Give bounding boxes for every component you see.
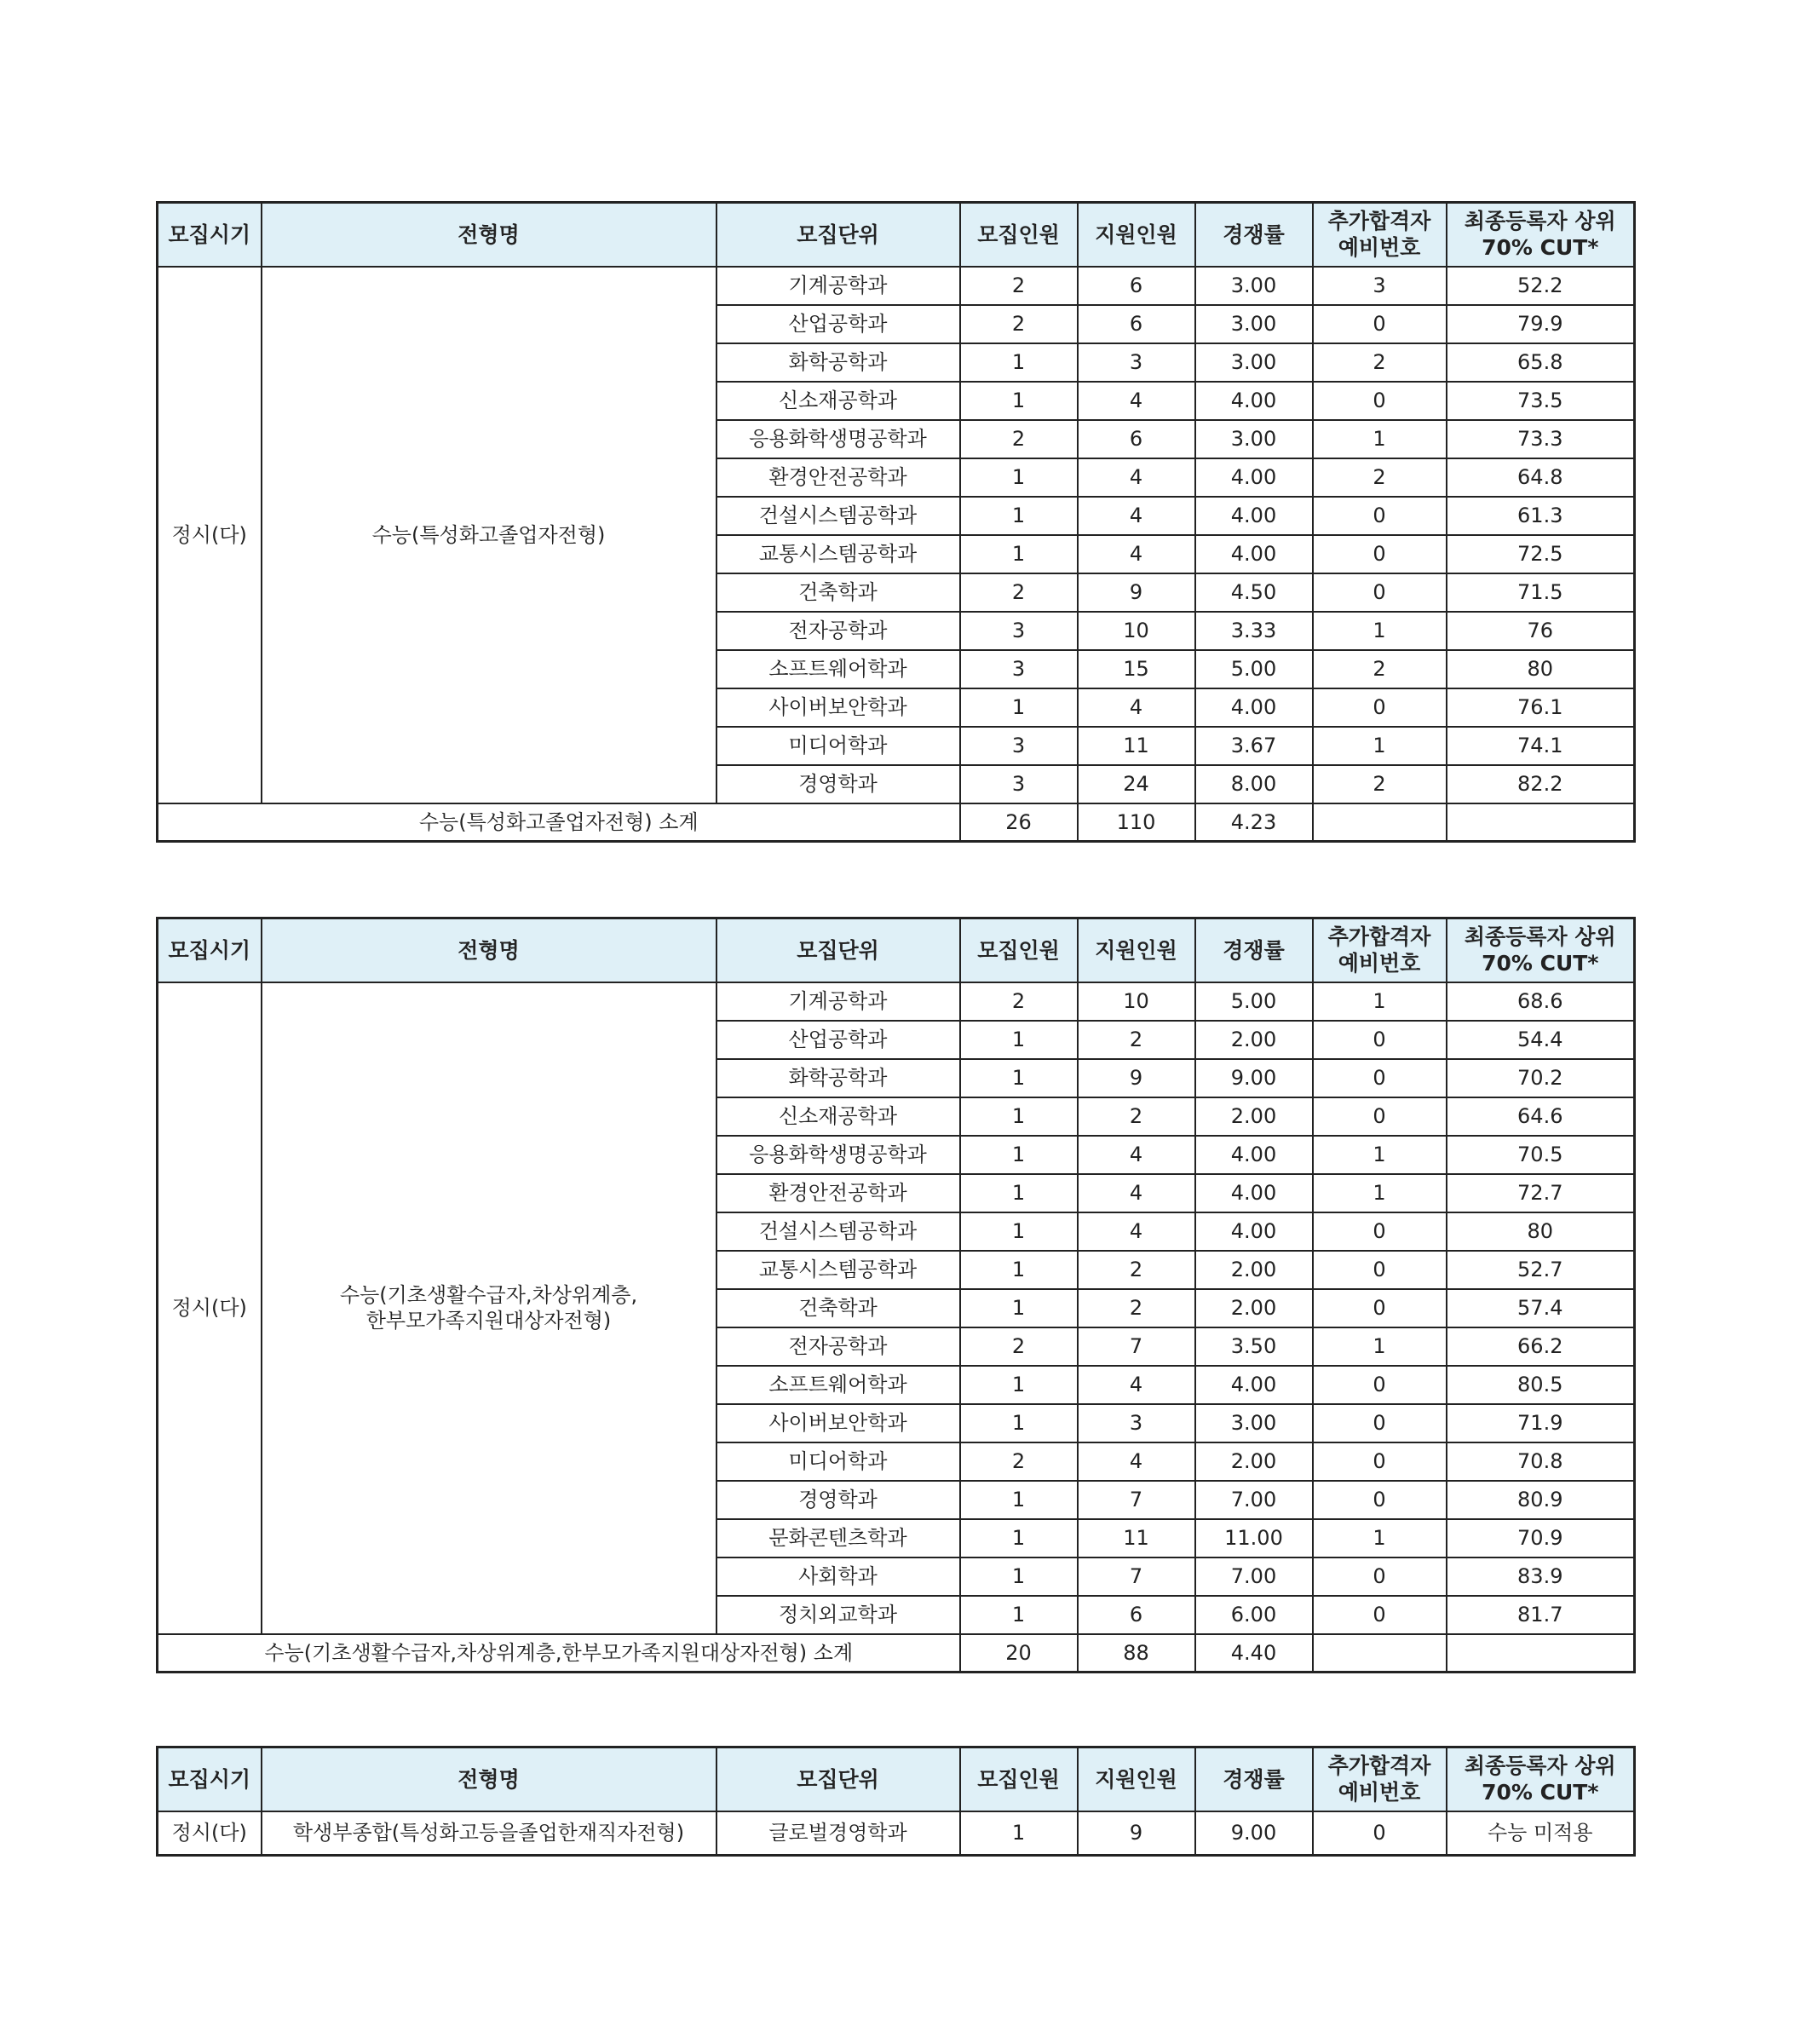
- applicants-cell: 3: [1078, 1404, 1195, 1442]
- unit-cell: 건설시스템공학과: [716, 1212, 960, 1251]
- applicants-cell: 6: [1078, 420, 1195, 458]
- quota-cell: 1: [960, 688, 1078, 727]
- cut-cell: 80: [1447, 1212, 1635, 1251]
- header-period: 모집시기: [158, 203, 262, 267]
- waitlist-cell: 0: [1313, 1442, 1447, 1481]
- header-waitlist-line2: 예비번호: [1338, 951, 1421, 976]
- subtotal-ratio: 4.40: [1195, 1634, 1313, 1673]
- header-unit: 모집단위: [716, 1747, 960, 1811]
- header-quota: 모집인원: [960, 203, 1078, 267]
- unit-cell: 화학공학과: [716, 343, 960, 382]
- subtotal-quota: 20: [960, 1634, 1078, 1673]
- ratio-cell: 4.50: [1195, 573, 1313, 612]
- quota-cell: 1: [960, 1289, 1078, 1327]
- unit-cell: 정치외교학과: [716, 1596, 960, 1634]
- subtotal-cut: [1447, 803, 1635, 842]
- quota-cell: 1: [960, 458, 1078, 497]
- cut-cell: 74.1: [1447, 727, 1635, 765]
- header-waitlist-line1: 추가합격자: [1327, 924, 1431, 949]
- applicants-cell: 24: [1078, 765, 1195, 803]
- ratio-cell: 5.00: [1195, 650, 1313, 688]
- unit-cell: 환경안전공학과: [716, 1174, 960, 1212]
- table-row: [158, 267, 1635, 305]
- header-cut-line2: 70% CUT*: [1482, 1780, 1599, 1805]
- header-cut-line1: 최종등록자 상위: [1464, 1753, 1616, 1778]
- applicants-cell: 6: [1078, 267, 1195, 305]
- quota-cell: 1: [960, 382, 1078, 420]
- cut-cell: 80.9: [1447, 1481, 1635, 1519]
- header-track: 전형명: [262, 918, 716, 982]
- unit-cell: 교통시스템공학과: [716, 535, 960, 573]
- header-applicants: 지원인원: [1078, 1747, 1195, 1811]
- ratio-cell: 8.00: [1195, 765, 1313, 803]
- applicants-cell: 4: [1078, 1136, 1195, 1174]
- quota-cell: 3: [960, 650, 1078, 688]
- cut-cell: 70.2: [1447, 1059, 1635, 1097]
- ratio-cell: 3.00: [1195, 1404, 1313, 1442]
- applicants-cell: 10: [1078, 612, 1195, 650]
- subtotal-row: [158, 803, 1635, 842]
- quota-cell: 1: [960, 1174, 1078, 1212]
- subtotal-label: 수능(기초생활수급자,차상위계층,한부모가족지원대상자전형) 소계: [158, 1634, 960, 1673]
- quota-cell: 1: [960, 1596, 1078, 1634]
- quota-cell: 3: [960, 612, 1078, 650]
- applicants-cell: 7: [1078, 1557, 1195, 1596]
- cut-cell: 65.8: [1447, 343, 1635, 382]
- waitlist-cell: 0: [1313, 688, 1447, 727]
- unit-cell: 사회학과: [716, 1557, 960, 1596]
- quota-cell: 1: [960, 1251, 1078, 1289]
- cut-cell: 71.9: [1447, 1404, 1635, 1442]
- header-period: 모집시기: [158, 918, 262, 982]
- quota-cell: 1: [960, 1404, 1078, 1442]
- cut-cell: 57.4: [1447, 1289, 1635, 1327]
- header-waitlist: [1313, 918, 1447, 982]
- track-cell: [262, 1811, 716, 1856]
- cut-cell: 68.6: [1447, 982, 1635, 1021]
- cut-cell: 81.7: [1447, 1596, 1635, 1634]
- unit-cell: 건설시스템공학과: [716, 497, 960, 535]
- cut-cell: 72.7: [1447, 1174, 1635, 1212]
- ratio-cell: 3.00: [1195, 305, 1313, 343]
- header-quota: 모집인원: [960, 918, 1078, 982]
- waitlist-cell: 3: [1313, 267, 1447, 305]
- unit-cell: 신소재공학과: [716, 382, 960, 420]
- quota-cell: 1: [960, 1481, 1078, 1519]
- ratio-cell: 2.00: [1195, 1442, 1313, 1481]
- quota-cell: 3: [960, 765, 1078, 803]
- unit-cell: 기계공학과: [716, 267, 960, 305]
- ratio-cell: 4.00: [1195, 1212, 1313, 1251]
- waitlist-cell: 1: [1313, 1327, 1447, 1366]
- cut-cell: 80.5: [1447, 1366, 1635, 1404]
- applicants-cell: 4: [1078, 458, 1195, 497]
- unit-cell: 전자공학과: [716, 1327, 960, 1366]
- header-cut-line2: 70% CUT*: [1482, 951, 1599, 976]
- cut-cell: 70.5: [1447, 1136, 1635, 1174]
- track-cell: [262, 267, 716, 803]
- applicants-cell: 2: [1078, 1289, 1195, 1327]
- unit-cell: 환경안전공학과: [716, 458, 960, 497]
- cut-cell: 61.3: [1447, 497, 1635, 535]
- cut-cell: 64.6: [1447, 1097, 1635, 1136]
- unit-cell: 사이버보안학과: [716, 1404, 960, 1442]
- waitlist-cell: 0: [1313, 535, 1447, 573]
- ratio-cell: 2.00: [1195, 1021, 1313, 1059]
- quota-cell: 2: [960, 420, 1078, 458]
- waitlist-cell: 0: [1313, 1366, 1447, 1404]
- ratio-cell: 6.00: [1195, 1596, 1313, 1634]
- applicants-cell: 4: [1078, 535, 1195, 573]
- header-row: [158, 1747, 1635, 1811]
- header-track: 전형명: [262, 203, 716, 267]
- track-line: 수능(기초생활수급자,차상위계층,: [339, 1283, 638, 1307]
- cut-cell: 73.5: [1447, 382, 1635, 420]
- subtotal-quota: 26: [960, 803, 1078, 842]
- track-line: 수능(특성화고졸업자전형): [371, 522, 606, 547]
- applicants-cell: 3: [1078, 343, 1195, 382]
- ratio-cell: 4.00: [1195, 535, 1313, 573]
- subtotal-cut: [1447, 1634, 1635, 1673]
- ratio-cell: 7.00: [1195, 1481, 1313, 1519]
- ratio-cell: 3.00: [1195, 343, 1313, 382]
- quota-cell: 2: [960, 267, 1078, 305]
- unit-cell: 산업공학과: [716, 305, 960, 343]
- ratio-cell: 3.67: [1195, 727, 1313, 765]
- cut-cell: 수능 미적용: [1447, 1811, 1635, 1856]
- quota-cell: 3: [960, 727, 1078, 765]
- applicants-cell: 2: [1078, 1097, 1195, 1136]
- table-row: [158, 1811, 1635, 1856]
- waitlist-cell: 2: [1313, 343, 1447, 382]
- cut-cell: 72.5: [1447, 535, 1635, 573]
- quota-cell: 1: [960, 1059, 1078, 1097]
- period-cell: 정시(다): [158, 1811, 262, 1856]
- applicants-cell: 15: [1078, 650, 1195, 688]
- unit-cell: 경영학과: [716, 1481, 960, 1519]
- cut-cell: 54.4: [1447, 1021, 1635, 1059]
- ratio-cell: 3.00: [1195, 267, 1313, 305]
- waitlist-cell: 0: [1313, 1212, 1447, 1251]
- waitlist-cell: 0: [1313, 1021, 1447, 1059]
- subtotal-waitlist: [1313, 803, 1447, 842]
- waitlist-cell: 2: [1313, 650, 1447, 688]
- subtotal-ratio: 4.23: [1195, 803, 1313, 842]
- quota-cell: 2: [960, 573, 1078, 612]
- ratio-cell: 7.00: [1195, 1557, 1313, 1596]
- header-ratio: 경쟁률: [1195, 203, 1313, 267]
- applicants-cell: 7: [1078, 1481, 1195, 1519]
- cut-cell: 76.1: [1447, 688, 1635, 727]
- quota-cell: 1: [960, 1097, 1078, 1136]
- waitlist-cell: 1: [1313, 982, 1447, 1021]
- ratio-cell: 9.00: [1195, 1811, 1313, 1856]
- quota-cell: 1: [960, 1366, 1078, 1404]
- quota-cell: 1: [960, 497, 1078, 535]
- cut-cell: 80: [1447, 650, 1635, 688]
- cut-cell: 79.9: [1447, 305, 1635, 343]
- cut-cell: 52.7: [1447, 1251, 1635, 1289]
- waitlist-cell: 0: [1313, 1596, 1447, 1634]
- ratio-cell: 3.00: [1195, 420, 1313, 458]
- header-cut: [1447, 1747, 1635, 1811]
- waitlist-cell: 0: [1313, 497, 1447, 535]
- header-applicants: 지원인원: [1078, 203, 1195, 267]
- unit-cell: 문화콘텐츠학과: [716, 1519, 960, 1557]
- waitlist-cell: 0: [1313, 1557, 1447, 1596]
- header-period: 모집시기: [158, 1747, 262, 1811]
- ratio-cell: 2.00: [1195, 1097, 1313, 1136]
- ratio-cell: 4.00: [1195, 1136, 1313, 1174]
- cut-cell: 83.9: [1447, 1557, 1635, 1596]
- waitlist-cell: 0: [1313, 573, 1447, 612]
- track-line: 한부모가족지원대상자전형): [365, 1309, 612, 1333]
- unit-cell: 교통시스템공학과: [716, 1251, 960, 1289]
- applicants-cell: 4: [1078, 497, 1195, 535]
- quota-cell: 1: [960, 1811, 1078, 1856]
- cut-cell: 52.2: [1447, 267, 1635, 305]
- unit-cell: 응용화학생명공학과: [716, 1136, 960, 1174]
- applicants-cell: 4: [1078, 688, 1195, 727]
- quota-cell: 1: [960, 1021, 1078, 1059]
- waitlist-cell: 0: [1313, 305, 1447, 343]
- admission-table-2: [156, 917, 1636, 1673]
- applicants-cell: 10: [1078, 982, 1195, 1021]
- waitlist-cell: 1: [1313, 1174, 1447, 1212]
- header-ratio: 경쟁률: [1195, 918, 1313, 982]
- header-cut-line1: 최종등록자 상위: [1464, 209, 1616, 233]
- applicants-cell: 4: [1078, 1212, 1195, 1251]
- quota-cell: 2: [960, 305, 1078, 343]
- applicants-cell: 11: [1078, 1519, 1195, 1557]
- cut-cell: 73.3: [1447, 420, 1635, 458]
- waitlist-cell: 0: [1313, 1251, 1447, 1289]
- applicants-cell: 11: [1078, 727, 1195, 765]
- header-waitlist-line1: 추가합격자: [1327, 1753, 1431, 1778]
- unit-cell: 소프트웨어학과: [716, 650, 960, 688]
- header-row: [158, 203, 1635, 267]
- header-applicants: 지원인원: [1078, 918, 1195, 982]
- waitlist-cell: 0: [1313, 1097, 1447, 1136]
- unit-cell: 신소재공학과: [716, 1097, 960, 1136]
- applicants-cell: 4: [1078, 1442, 1195, 1481]
- header-cut-line2: 70% CUT*: [1482, 235, 1599, 261]
- applicants-cell: 4: [1078, 1174, 1195, 1212]
- waitlist-cell: 2: [1313, 765, 1447, 803]
- cut-cell: 70.8: [1447, 1442, 1635, 1481]
- header-waitlist: [1313, 1747, 1447, 1811]
- unit-cell: 응용화학생명공학과: [716, 420, 960, 458]
- unit-cell: 소프트웨어학과: [716, 1366, 960, 1404]
- subtotal-applicants: 88: [1078, 1634, 1195, 1673]
- waitlist-cell: 0: [1313, 382, 1447, 420]
- track-line: 학생부종합(특성화고등을졸업한재직자전형): [292, 1821, 685, 1845]
- subtotal-applicants: 110: [1078, 803, 1195, 842]
- applicants-cell: 9: [1078, 573, 1195, 612]
- unit-cell: 전자공학과: [716, 612, 960, 650]
- ratio-cell: 3.33: [1195, 612, 1313, 650]
- applicants-cell: 2: [1078, 1251, 1195, 1289]
- header-row: [158, 918, 1635, 982]
- subtotal-row: [158, 1634, 1635, 1673]
- table-row: [158, 982, 1635, 1021]
- header-waitlist-line2: 예비번호: [1338, 1780, 1421, 1805]
- quota-cell: 2: [960, 982, 1078, 1021]
- ratio-cell: 3.50: [1195, 1327, 1313, 1366]
- applicants-cell: 7: [1078, 1327, 1195, 1366]
- ratio-cell: 2.00: [1195, 1251, 1313, 1289]
- header-unit: 모집단위: [716, 203, 960, 267]
- unit-cell: 건축학과: [716, 573, 960, 612]
- header-waitlist-line1: 추가합격자: [1327, 209, 1431, 233]
- cut-cell: 82.2: [1447, 765, 1635, 803]
- applicants-cell: 6: [1078, 1596, 1195, 1634]
- header-quota: 모집인원: [960, 1747, 1078, 1811]
- ratio-cell: 4.00: [1195, 688, 1313, 727]
- waitlist-cell: 1: [1313, 727, 1447, 765]
- waitlist-cell: 0: [1313, 1404, 1447, 1442]
- unit-cell: 화학공학과: [716, 1059, 960, 1097]
- track-cell: [262, 982, 716, 1634]
- applicants-cell: 4: [1078, 382, 1195, 420]
- waitlist-cell: 0: [1313, 1289, 1447, 1327]
- ratio-cell: 4.00: [1195, 458, 1313, 497]
- subtotal-waitlist: [1313, 1634, 1447, 1673]
- cut-cell: 66.2: [1447, 1327, 1635, 1366]
- header-waitlist: [1313, 203, 1447, 267]
- applicants-cell: 4: [1078, 1366, 1195, 1404]
- quota-cell: 2: [960, 1442, 1078, 1481]
- cut-cell: 64.8: [1447, 458, 1635, 497]
- cut-cell: 71.5: [1447, 573, 1635, 612]
- header-ratio: 경쟁률: [1195, 1747, 1313, 1811]
- waitlist-cell: 1: [1313, 1136, 1447, 1174]
- quota-cell: 1: [960, 1519, 1078, 1557]
- quota-cell: 1: [960, 1557, 1078, 1596]
- ratio-cell: 4.00: [1195, 382, 1313, 420]
- ratio-cell: 4.00: [1195, 497, 1313, 535]
- unit-cell: 글로벌경영학과: [716, 1811, 960, 1856]
- quota-cell: 1: [960, 1212, 1078, 1251]
- ratio-cell: 4.00: [1195, 1366, 1313, 1404]
- header-cut: [1447, 203, 1635, 267]
- admission-table-3: [156, 1746, 1636, 1857]
- waitlist-cell: 1: [1313, 420, 1447, 458]
- waitlist-cell: 1: [1313, 612, 1447, 650]
- ratio-cell: 2.00: [1195, 1289, 1313, 1327]
- waitlist-cell: 0: [1313, 1811, 1447, 1856]
- unit-cell: 미디어학과: [716, 1442, 960, 1481]
- applicants-cell: 6: [1078, 305, 1195, 343]
- cut-cell: 76: [1447, 612, 1635, 650]
- quota-cell: 1: [960, 535, 1078, 573]
- header-cut-line1: 최종등록자 상위: [1464, 924, 1616, 949]
- admission-table-1: [156, 201, 1636, 843]
- subtotal-label: 수능(특성화고졸업자전형) 소계: [158, 803, 960, 842]
- ratio-cell: 5.00: [1195, 982, 1313, 1021]
- applicants-cell: 9: [1078, 1059, 1195, 1097]
- header-cut: [1447, 918, 1635, 982]
- period-cell: 정시(다): [158, 982, 262, 1634]
- header-waitlist-line2: 예비번호: [1338, 235, 1421, 261]
- header-unit: 모집단위: [716, 918, 960, 982]
- ratio-cell: 11.00: [1195, 1519, 1313, 1557]
- waitlist-cell: 0: [1313, 1059, 1447, 1097]
- applicants-cell: 9: [1078, 1811, 1195, 1856]
- waitlist-cell: 2: [1313, 458, 1447, 497]
- unit-cell: 산업공학과: [716, 1021, 960, 1059]
- period-cell: 정시(다): [158, 267, 262, 803]
- unit-cell: 경영학과: [716, 765, 960, 803]
- unit-cell: 건축학과: [716, 1289, 960, 1327]
- cut-cell: 70.9: [1447, 1519, 1635, 1557]
- quota-cell: 1: [960, 1136, 1078, 1174]
- unit-cell: 미디어학과: [716, 727, 960, 765]
- ratio-cell: 9.00: [1195, 1059, 1313, 1097]
- unit-cell: 사이버보안학과: [716, 688, 960, 727]
- ratio-cell: 4.00: [1195, 1174, 1313, 1212]
- waitlist-cell: 0: [1313, 1481, 1447, 1519]
- waitlist-cell: 1: [1313, 1519, 1447, 1557]
- quota-cell: 1: [960, 343, 1078, 382]
- header-track: 전형명: [262, 1747, 716, 1811]
- quota-cell: 2: [960, 1327, 1078, 1366]
- unit-cell: 기계공학과: [716, 982, 960, 1021]
- applicants-cell: 2: [1078, 1021, 1195, 1059]
